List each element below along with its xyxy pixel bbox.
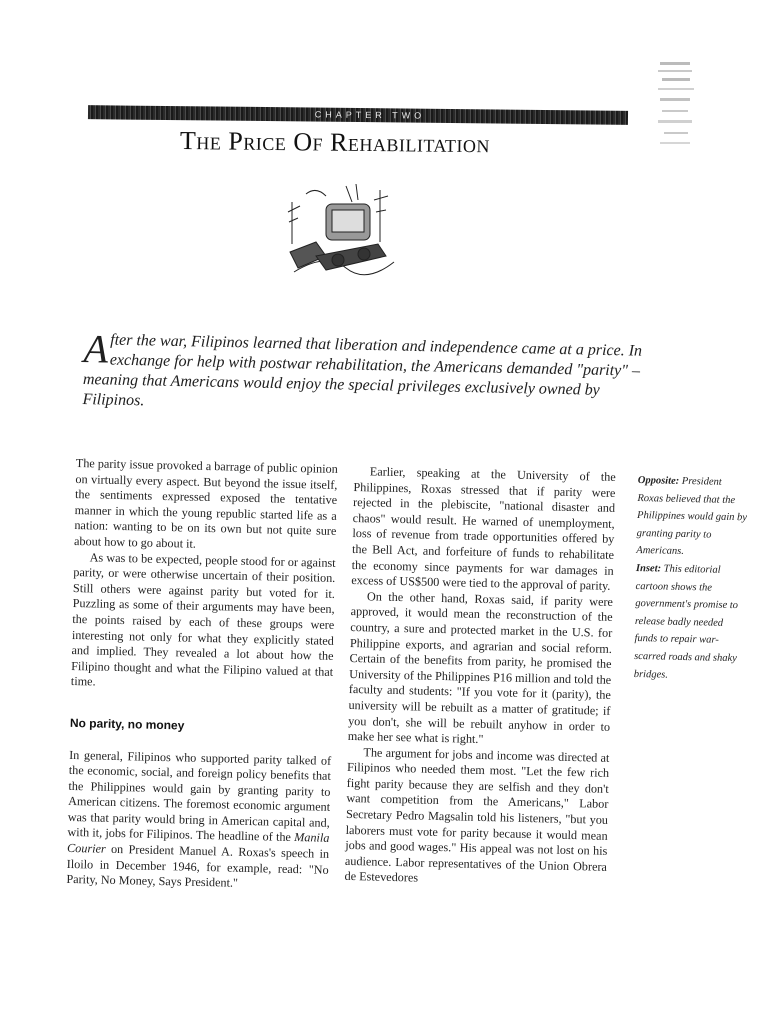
text-column-left: [66, 456, 338, 894]
paragraph: The argument for jobs and income was directed at Filipinos who needed them most. "Let the few rich fight parity because they are selfish and they don't want competition from the Americans," Labor Secretary Pedro Magsalin told his listeners, "but you laborers must vote for parity because it would mean jobs and good wages." His appeal was not lost on his audience. Labor representatives of the Union Obrera de Estevedores: [344, 744, 610, 885]
caption-text: This editorial cartoon shows the government's promise to release badly needed funds to repair war-scarred roads and shaky bridges.: [633, 563, 739, 681]
paragraph: On the other hand, Roxas said, if parity were approved, it would mean the reconstruction of the country, a sure and protected market in the U.S. for Philippine exports, and agrarian and social reform. Certain of the benefits from parity, he promised the University of the Philippines P16 million and told the faculty and students: "If you vote for it (parity), the university will be rebuilt as a matter of gratitude; if you don't, she will be rebuilt anyhow in order to make her see what is right.": [347, 589, 614, 747]
paragraph: As was to be expected, people stood for or against parity, or were otherwise uncertain of their position. Still others were against parity but voted for it. Puzzling as some of their arguments may have been, the points raised by each of these groups were interesting not only for what they explicitly stated and implied. They revealed a lot about how the Filipino thought and what the Filipino valued at that time.: [70, 549, 336, 689]
section-heading: No parity, no money: [69, 715, 185, 733]
caption-label: Opposite:: [637, 474, 680, 487]
newspaper-name: Manila Courier: [66, 830, 330, 856]
chapter-intro: [82, 326, 644, 422]
sidebar-caption: [634, 472, 750, 685]
chapter-label: CHAPTER TWO: [314, 109, 426, 121]
caption-label: Inset:: [635, 562, 662, 575]
paragraph: [66, 747, 331, 893]
caption-text: President Roxas believed that the Philippines would gain by granting parity to Americans.: [636, 475, 748, 558]
paragraph: The parity issue provoked a barrage of public opinion on virtually every aspect. But beyond the issue itself, the sentiments expressed exposed the tentative manner in which the young republic started life as a nation: wanting to be on its own but not quite sure about how to go about it.: [73, 456, 338, 551]
intro-text: fter the war, Filipinos learned that liberation and independence came at a price. In exchange for help with postwar rehabilitation, the Americans demanded "parity" – meaning that Americans would enjoy the special privileges exclusively owned by Filipinos.: [82, 331, 643, 410]
paragraph-text: In general, Filipinos who supported parity talked of the economic, social, and foreign policy benefits that the Philippines would gain by granting parity to American citizens. The foremost economic argument was that parity would bring in American capital and, with it, jobs for Filipinos. The headline of the: [67, 747, 332, 845]
scan-speckle-mark: [652, 58, 700, 150]
paragraph-text: on President Manuel A. Roxas's speech in Iloilo in December 1946, for example, read: "No Parity, No Money, Says President.": [66, 841, 330, 891]
editorial-cartoon-illustration: [286, 182, 396, 280]
page-title: The Price Of Rehabilitation: [179, 126, 491, 159]
drop-cap: A: [83, 326, 109, 372]
paragraph: Earlier, speaking at the University of the Philippines, Roxas stressed that if parity were rejected in the plebiscite, "national disaster and chaos" would result. He warned of unemployment, loss of revenue from trade opportunities offered by the Bell Act, and forfeiture of funds to rehabilitate the economy since payments for war damages in excess of US$500 were tied to the approval of parity.: [351, 464, 616, 594]
text-column-right: [344, 464, 615, 891]
